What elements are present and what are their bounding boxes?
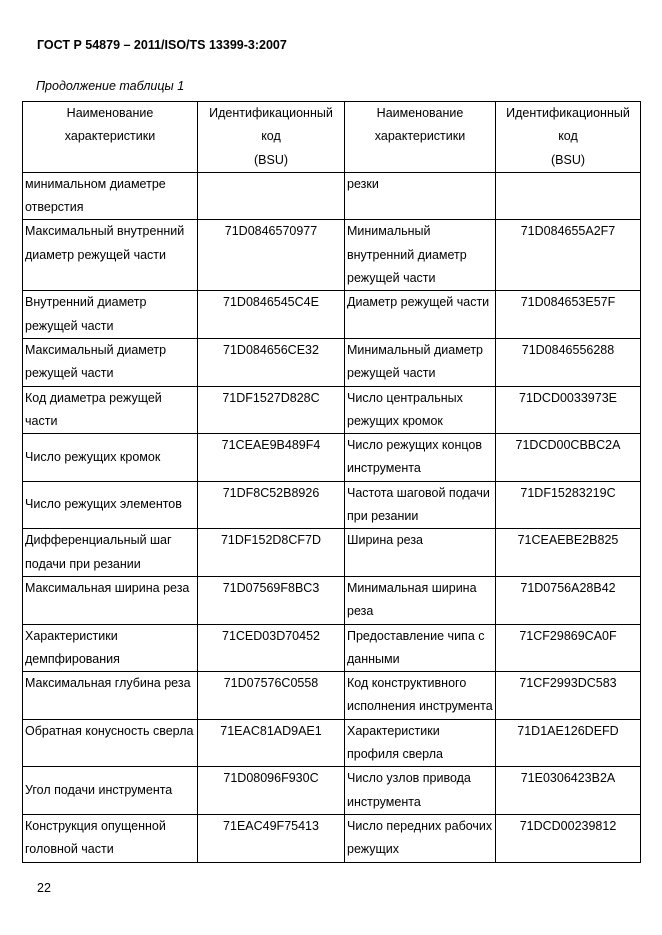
cell-name-1: Дифференциальный шаг подачи при резании <box>23 529 198 577</box>
table-header-row <box>23 102 641 173</box>
page-number: 22 <box>37 881 51 895</box>
header-line: Наименование <box>376 106 464 120</box>
cell-code-1: 71CEAE9B489F4 <box>198 434 345 482</box>
cell-name-1: Внутренний диаметр режущей части <box>23 291 198 339</box>
cell-name-2: резки <box>345 172 496 220</box>
cell-code-2: 71DF15283219C <box>496 481 641 529</box>
cell-code-1: 71D084656CE32 <box>198 338 345 386</box>
cell-code-2: 71CF29869CA0F <box>496 624 641 672</box>
cell-name-1: Максимальный внутренний диаметр режущей части <box>23 220 198 291</box>
cell-name-2: Число центральных режущих кромок <box>345 386 496 434</box>
cell-name-1: Число режущих элементов <box>23 481 198 529</box>
cell-code-1: 71DF152D8CF7D <box>198 529 345 577</box>
cell-code-2: 71D1AE126DEFD <box>496 719 641 767</box>
table-row <box>23 576 641 624</box>
cell-code-1: 71CED03D70452 <box>198 624 345 672</box>
cell-code-2: 71DCD00CBBC2A <box>496 434 641 482</box>
cell-code-2: 71DCD00239812 <box>496 814 641 862</box>
cell-name-1: Максимальная глубина реза <box>23 672 198 720</box>
cell-name-1: Код диаметра режущей части <box>23 386 198 434</box>
header-line: Идентификационный <box>506 106 630 120</box>
cell-name-1: Обратная конусность сверла <box>23 719 198 767</box>
header-code-2 <box>496 102 641 173</box>
cell-code-2: 71D0756A28B42 <box>496 576 641 624</box>
cell-code-2: 71CEAEBE2B825 <box>496 529 641 577</box>
cell-name-2: Число режущих концов инструмента <box>345 434 496 482</box>
cell-code-1: 71EAC49F75413 <box>198 814 345 862</box>
header-line: Идентификационный <box>209 106 333 120</box>
header-line: (BSU) <box>550 152 586 167</box>
cell-name-2: Характеристики профиля сверла <box>345 719 496 767</box>
cell-code-2: 71D084655A2F7 <box>496 220 641 291</box>
table-row <box>23 220 641 291</box>
document-standard-header: ГОСТ Р 54879 – 2011/ISO/TS 13399-3:2007 <box>37 38 287 52</box>
cell-name-1: Угол подачи инструмента <box>23 767 198 815</box>
cell-code-1: 71DF1527D828C <box>198 386 345 434</box>
cell-code-2: 71CF2993DC583 <box>496 672 641 720</box>
cell-code-2: 71DCD0033973E <box>496 386 641 434</box>
cell-name-2: Предоставление чипа с данными <box>345 624 496 672</box>
cell-code-1: 71DF8C52B8926 <box>198 481 345 529</box>
cell-name-1: Максимальная ширина реза <box>23 576 198 624</box>
cell-name-1: Максимальный диаметр режущей части <box>23 338 198 386</box>
characteristics-table <box>22 101 641 863</box>
header-line: характеристики <box>374 129 466 144</box>
cell-name-2: Минимальный внутренний диаметр режущей части <box>345 220 496 291</box>
header-line: код <box>558 129 578 144</box>
table-row <box>23 529 641 577</box>
cell-name-2: Ширина реза <box>345 529 496 577</box>
table-row <box>23 767 641 815</box>
table-row <box>23 719 641 767</box>
cell-code-2: 71D0846556288 <box>496 338 641 386</box>
table-row <box>23 291 641 339</box>
table-caption: Продолжение таблицы 1 <box>36 79 185 93</box>
cell-name-2: Частота шаговой подачи при резании <box>345 481 496 529</box>
header-code-1 <box>198 102 345 173</box>
header-name-2 <box>345 102 496 173</box>
cell-name-1: Характеристики демпфирования <box>23 624 198 672</box>
table-row <box>23 338 641 386</box>
table-row <box>23 434 641 482</box>
cell-code-1: 71D07576C0558 <box>198 672 345 720</box>
header-line: код <box>261 129 281 144</box>
cell-name-2: Число узлов привода инструмента <box>345 767 496 815</box>
cell-code-1: 71D0846545C4E <box>198 291 345 339</box>
cell-name-2: Код конструктивного исполнения инструмента <box>345 672 496 720</box>
cell-name-2: Диаметр режущей части <box>345 291 496 339</box>
table-row <box>23 481 641 529</box>
cell-code-1: 71EAC81AD9AE1 <box>198 719 345 767</box>
cell-name-1: Конструкция опущенной головной части <box>23 814 198 862</box>
cell-code-2: 71D084653E57F <box>496 291 641 339</box>
header-name-1 <box>23 102 198 173</box>
table-row <box>23 624 641 672</box>
table-row <box>23 386 641 434</box>
header-line: характеристики <box>64 129 156 144</box>
cell-name-1: минимальном диаметре отверстия <box>23 172 198 220</box>
cell-code-1: 71D08096F930C <box>198 767 345 815</box>
table-row <box>23 814 641 862</box>
table-row <box>23 172 641 220</box>
header-line: (BSU) <box>253 152 289 167</box>
header-line: Наименование <box>66 106 154 120</box>
cell-name-2: Минимальная ширина реза <box>345 576 496 624</box>
cell-code-1: 71D0846570977 <box>198 220 345 291</box>
cell-code-2: 71E0306423B2A <box>496 767 641 815</box>
cell-name-2: Минимальный диаметр режущей части <box>345 338 496 386</box>
table-row <box>23 672 641 720</box>
cell-code-1: 71D07569F8BC3 <box>198 576 345 624</box>
cell-code-1 <box>198 172 345 220</box>
cell-name-1: Число режущих кромок <box>23 434 198 482</box>
cell-name-2: Число передних рабочих режущих <box>345 814 496 862</box>
cell-code-2 <box>496 172 641 220</box>
